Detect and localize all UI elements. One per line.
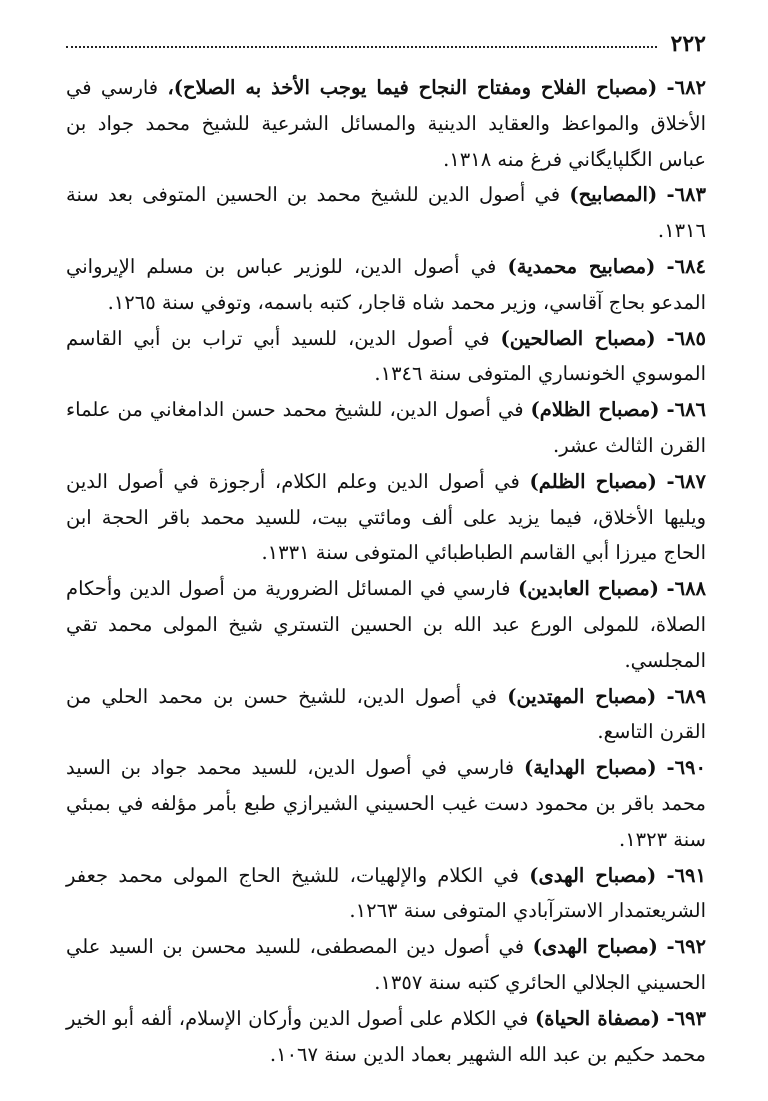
entry-692 (66, 929, 706, 1001)
entry-text: فارسي في المسائل الضرورية من أصول الدين وأحكام الصلاة، للمولى الورع عبد الله بن الحسين التستري شيخ المولى محمد تقي المجلسي. (66, 577, 706, 672)
entry-text: في الكلام والإلهيات، للشيخ الحاج المولى محمد جعفر الشريعتمدار الاسترآبادي المتوفى سنة ١٢٦٣. (66, 863, 706, 923)
entry-number: ٦٨٢- (666, 76, 707, 99)
entry-title: (مصباح المهتدين) (507, 684, 657, 708)
entry-number: ٦٨٩- (666, 684, 706, 708)
entry-text: في الكلام على أصول الدين وأركان الإسلام، ألفه أبو الخير محمد حكيم بن عبد الله الشهير بعماد الدين سنة ١٠٦٧. (66, 1006, 706, 1066)
entry-title: (مصباح الظلام) (530, 398, 660, 422)
entry-number: ٦٩٣- (666, 1006, 706, 1030)
entry-title: (مصباح الصالحين) (500, 326, 656, 350)
entry-text: في أصول دين المصطفى، للسيد محسن بن السيد علي الحسيني الجلالي الحائري كتبه سنة ١٣٥٧. (66, 935, 706, 994)
entry-688 (66, 571, 706, 678)
entry-title: (مصابيح محمدية) (507, 254, 656, 278)
entry-text: في أصول الدين، للشيخ حسن بن محمد الحلي من القرن التاسع. (66, 684, 706, 744)
header-dotted-rule (66, 46, 657, 48)
entry-number: ٦٨٧- (666, 469, 706, 493)
entry-687 (66, 464, 706, 571)
entries-list (66, 70, 706, 1072)
page-number: ٢٢٢ (670, 31, 706, 57)
entry-text: فارسي في الأخلاق والمواعظ والعقايد الدينية والمسائل الشرعية للشيخ محمد جواد بن عباس الگلپايگاني فرغ منه ١٣١٨. (66, 76, 706, 171)
entry-684 (66, 249, 706, 321)
entry-title: (مصفاة الحياة) (535, 1006, 660, 1030)
entry-title: (مصباح الفلاح ومفتاح النجاح فيما يوجب الأخذ به الصلاح)، (167, 76, 658, 99)
entry-691 (66, 858, 706, 930)
entry-title: (مصباح الظلم) (529, 469, 657, 493)
entry-title: (مصباح العابدين) (517, 577, 659, 601)
document-page (66, 28, 706, 1072)
entry-number: ٦٨٦- (666, 398, 706, 422)
entry-693 (66, 1001, 706, 1073)
entry-text: في أصول الدين، للشيخ محمد حسن الدامغاني من علماء القرن الثالث عشر. (66, 398, 706, 457)
entry-number: ٦٨٤- (666, 254, 707, 278)
entry-number: ٦٨٥- (666, 326, 706, 350)
entry-text: في أصول الدين للشيخ محمد بن الحسين المتوفى بعد سنة ١٣١٦. (66, 183, 706, 243)
entry-number: ٦٩١- (666, 863, 706, 887)
entry-text: في أصول الدين، للسيد أبي تراب بن أبي القاسم الموسوي الخونساري المتوفى سنة ١٣٤٦. (66, 326, 706, 386)
entry-number: ٦٩٢- (666, 935, 707, 959)
entry-title: (مصباح الهدى) (529, 863, 657, 887)
entry-text: فارسي في أصول الدين، للسيد محمد جواد بن السيد محمد باقر بن محمود دست غيب الحسيني الشيرازي طبع بأمر مؤلفه في بمبئي سنة ١٣٢٣. (66, 756, 706, 851)
entry-682 (66, 70, 706, 177)
entry-title: (مصباح الهداية) (524, 756, 657, 780)
entry-686 (66, 392, 706, 464)
entry-title: (المصابيح) (569, 183, 658, 207)
entry-number: ٦٨٨- (666, 577, 707, 601)
entry-text: في أصول الدين وعلم الكلام، أرجوزة في أصول الدين ويليها الأخلاق، فيما يزيد على ألف ومائتي بيت، للسيد محمد باقر الحجة ابن الحاج ميرزا أبي القاسم الطباطبائي المتوفى سنة ١٣٣١. (66, 469, 706, 565)
entry-number: ٦٨٣- (666, 183, 706, 207)
entry-text: في أصول الدين، للوزير عباس بن مسلم الإيرواني المدعو بحاج آقاسي، وزير محمد شاه قاجار، كتبه باسمه، وتوفي سنة ١٢٦٥. (66, 254, 706, 314)
page-header (66, 28, 706, 60)
entry-number: ٦٩٠- (666, 756, 706, 780)
entry-690 (66, 750, 706, 857)
entry-title: (مصباح الهدى) (532, 935, 658, 959)
entry-683 (66, 177, 706, 249)
entry-685 (66, 321, 706, 393)
entry-689 (66, 679, 706, 751)
